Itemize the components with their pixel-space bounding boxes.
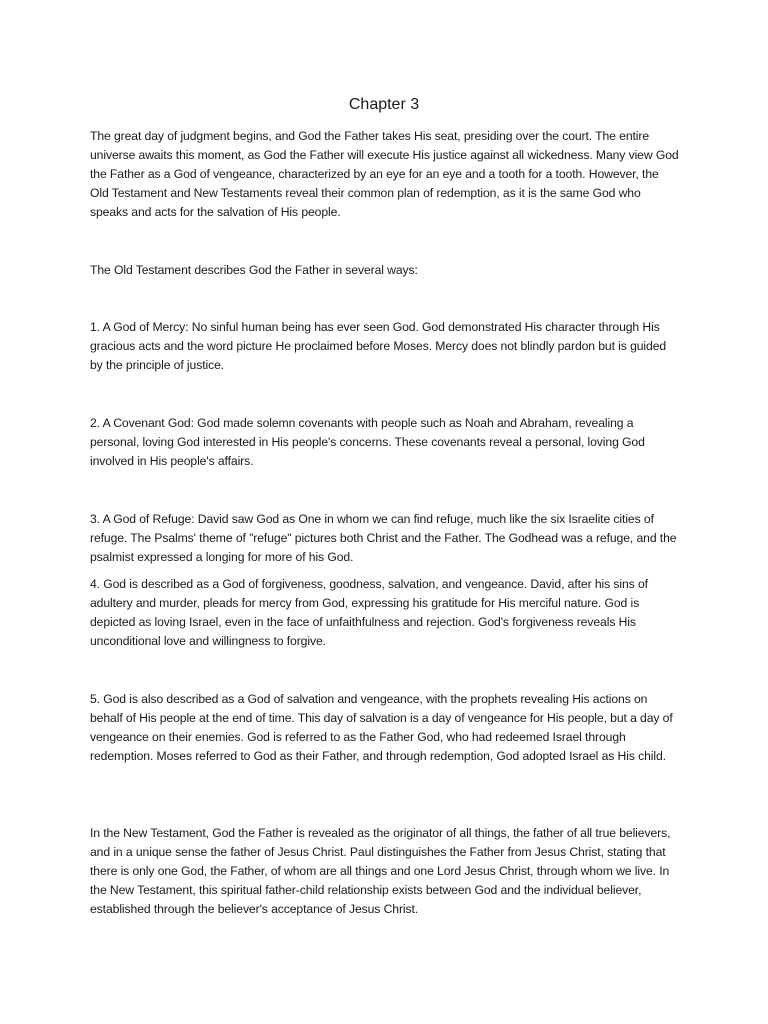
paragraph-covenant-god: 2. A Covenant God: God made solemn covenants with people such as Noah and Abraham, revealing a personal, loving God interested in His people's concerns. These covenants reveal a personal, loving God involved in His people's affairs. [90,416,645,468]
paragraph-god-of-forgiveness: 4. God is described as a God of forgiveness, goodness, salvation, and vengeance. David, after his sins of adultery and murder, pleads for mercy from God, expressing his gratitude for His merciful nature. God is depicted as loving Israel, even in the face of unfaithfulness and rejection. God's forgiveness reveals His unconditional love and willingness to forgive. [90,577,648,648]
paragraph-god-of-mercy: 1. A God of Mercy: No sinful human being has ever seen God. God demonstrated His character through His gracious acts and the word picture He proclaimed before Moses. Mercy does not blindly pardon but is guided by the principle of justice. [90,320,667,372]
paragraph-old-testament-heading: The Old Testament describes God the Father in several ways: [90,263,418,277]
paragraph-god-of-refuge: 3. A God of Refuge: David saw God as One in whom we can find refuge, much like the six Israelite cities of refuge. The Psalms' theme of "refuge" pictures both Christ and the Father. The Godhead was a refuge, and the psalmist expressed a longing for more of his God. [90,512,677,564]
paragraph-intro: The great day of judgment begins, and God the Father takes His seat, presiding over the court. The entire universe awaits this moment, as God the Father will execute His justice against all wickedness. Many view God the Father as a God of vengeance, characterized by an eye for an eye and a tooth for a tooth. However, the Old Testament and New Testaments reveal their common plan of redemption, as it is the same God who speaks and acts for the salvation of His people. [90,129,679,219]
paragraph-salvation-and-vengeance: 5. God is also described as a God of salvation and vengeance, with the prophets revealing His actions on behalf of His people at the end of time. This day of salvation is a day of vengeance for His people, but a day of vengeance on their enemies. God is referred to as the Father God, who had redeemed Israel through redemption. Moses referred to God as their Father, and through redemption, God adopted Israel as His child. [90,692,673,763]
paragraph-new-testament: In the New Testament, God the Father is revealed as the originator of all things, the father of all true believers, and in a unique sense the father of Jesus Christ. Paul distinguishes the Father from Jesus Christ, stating that there is only one God, the Father, of whom are all things and one Lord Jesus Christ, through whom we live. In the New Testament, this spiritual father-child relationship exists between God and the individual believer, established through the believer's acceptance of Jesus Christ. [90,826,671,916]
chapter-title: Chapter 3 [348,96,420,113]
